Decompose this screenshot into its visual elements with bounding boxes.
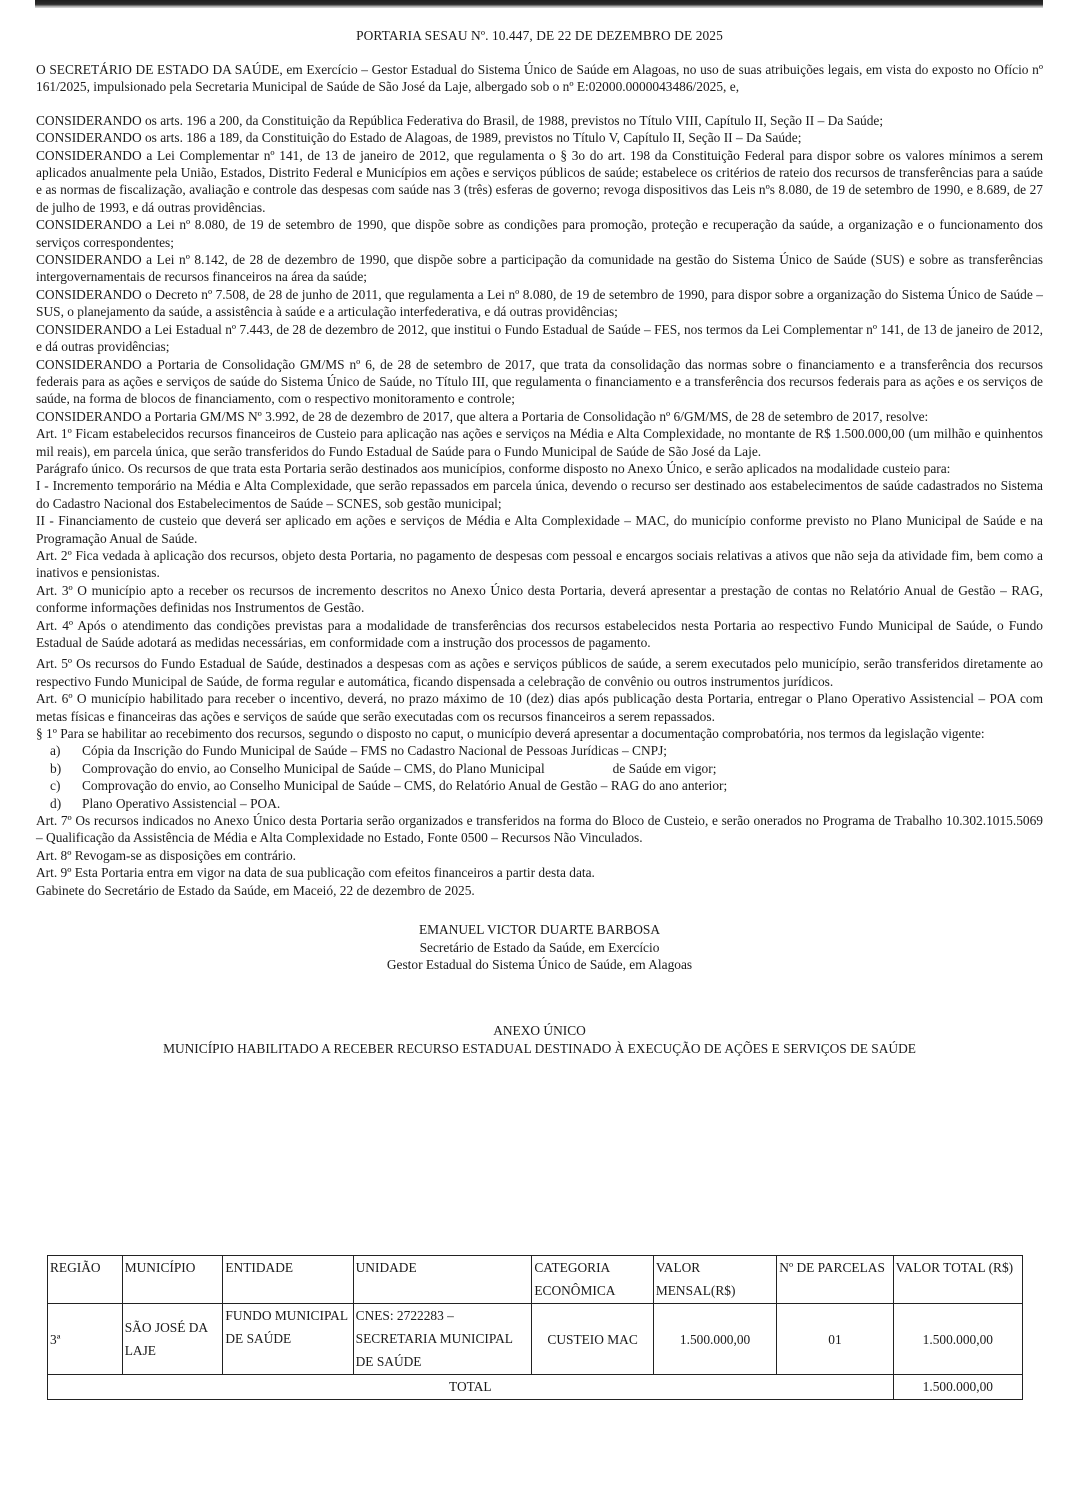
list-item-a	[36, 742, 1043, 759]
list-text: Comprovação do envio, ao Conselho Municipal de Saúde – CMS, do Relatório Anual de Gestão – RAG do ano anterior;	[82, 778, 728, 794]
article-7: Art. 7º Os recursos indicados no Anexo Único desta Portaria serão organizados e transferidos na forma do Bloco de Custeio, e serão onerados no Programa de Trabalho 10.302.1015.5069 – Qualificação da Assistência de Média e Alta Complexidade no Estado, Fonte 0500 – Recursos Não Vinculados.	[36, 813, 1043, 846]
list-marker: c)	[50, 778, 61, 794]
considerando-9: CONSIDERANDO a Portaria GM/MS Nº 3.992, de 28 de dezembro de 2017, que altera a Portaria de Consolidação nº 6/GM/MS, de 28 de setembro de 2017, resolve:	[36, 408, 929, 424]
cell-categoria: CUSTEIO MAC	[532, 1304, 654, 1375]
list-marker: a)	[50, 743, 61, 759]
list-marker: b)	[50, 760, 62, 776]
list-marker: d)	[50, 795, 62, 811]
inciso-i: I - Incremento temporário na Média e Alta Complexidade, que serão repassados em parcela única, devendo o recurso ser destinado aos estabelecimentos de saúde cadastrados no Sistema do Cadastro Nacional dos Estabelecimentos de Saúde – SCNES, sob gestão municipal;	[36, 478, 1043, 511]
article-4: Art. 4º Após o atendimento das condições previstas para a modalidade de transferências dos recursos estabelecidos nesta Portaria ao respectivo Fundo Municipal de Saúde, o Fundo Estadual de Saúde adotará as medidas necessárias, em conformidade com a instrução dos processos de pagamento.	[36, 617, 1043, 650]
table-row	[48, 1304, 1023, 1375]
list-text-part-1: Comprovação do envio, ao Conselho Municipal de Saúde – CMS, do Plano Municipal	[82, 760, 545, 776]
total-value: 1.500.000,00	[893, 1375, 1022, 1400]
cell-regiao: 3ª	[48, 1304, 123, 1375]
considerando-6: CONSIDERANDO o Decreto nº 7.508, de 28 de junho de 2011, que regulamenta a Lei nº 8.080, de 19 de setembro de 1990, para dispor sobre a organização do Sistema Único de Saúde – SUS, o planejamento da saúde, a assistência à saúde e a articulação interfederativa, e dá outras providências;	[36, 286, 1043, 320]
considerando-5: CONSIDERANDO a Lei nº 8.142, de 28 de dezembro de 1990, que dispõe sobre a participação da comunidade na gestão do Sistema Único de Saúde (SUS) e sobre as transferências intergovernamentais de recursos financeiros na área da saúde;	[36, 252, 1043, 285]
annex-title: ANEXO ÚNICO	[493, 1023, 586, 1039]
table-header-row	[48, 1256, 1023, 1304]
document-page	[36, 28, 1043, 1057]
signatory-role-2: Gestor Estadual do Sistema Único de Saúde, em Alagoas	[386, 956, 693, 972]
considerando-3: CONSIDERANDO a Lei Complementar nº 141, de 13 de janeiro de 2012, que regulamenta o § 3o do art. 198 da Constituição Federal para dispor sobre os valores mínimos a serem aplicados anualmente pela União, Estados, Distrito Federal e Municípios em ações e serviços públicos de saúde; estabelece os critérios de rateio dos recursos de transferências para a saúde e as normas de fiscalização, avaliação e controle das despesas com saúde nas 3 (três) esferas de governo; revoga dispositivos das Leis nºs 8.080, de 19 de setembro de 1990, e 8.689, de 27 de julho de 1993, e dá outras providências.	[36, 147, 1043, 215]
annex-heading	[36, 1022, 1043, 1057]
cell-unidade: CNES: 2722283 – SECRETARIA MUNICIPAL DE SAÚDE	[353, 1304, 532, 1375]
document-title: PORTARIA SESAU Nº. 10.447, DE 22 DE DEZEMBRO DE 2025	[356, 28, 723, 43]
cell-valor-mensal: 1.500.000,00	[653, 1304, 776, 1375]
signatory-name: EMANUEL VICTOR DUARTE BARBOSA	[418, 922, 661, 938]
signature-block	[36, 921, 1043, 973]
article-1: Art. 1º Ficam estabelecidos recursos financeiros de Custeio para aplicação nas ações e serviços na Média e Alta Complexidade, no montante de R$ 1.500.000,00 (um milhão e quinhentos mil reais), em parcela única, que serão transferidos do Fundo Estadual de Saúde para o Fundo Municipal de Saúde de São José da Laje.	[36, 426, 1043, 459]
document-top-border	[35, 0, 1043, 8]
header-municipio: MUNICÍPIO	[122, 1256, 223, 1304]
cell-municipio: SÃO JOSÉ DA LAJE	[122, 1304, 223, 1375]
article-3: Art. 3º O município apto a receber os recursos de incremento descritos no Anexo Único desta Portaria, deverá apresentar a prestação de contas no Relatório Anual de Gestão – RAG, conforme informações definidas nos Instrumentos de Gestão.	[36, 582, 1043, 616]
considerando-2: CONSIDERANDO os arts. 186 a 189, da Constituição do Estado de Alagoas, de 1989, previstos no Título V, Capítulo II, Seção II – Da Saúde;	[36, 130, 802, 146]
article-6-paragraph-1: § 1º Para se habilitar ao recebimento dos recursos, segundo o disposto no caput, o município deverá apresentar a documentação comprobatória, nos termos da legislação vigente:	[36, 726, 985, 742]
list-text	[82, 760, 1043, 777]
list-item-c	[36, 777, 1043, 794]
list-item-d	[36, 795, 1043, 812]
considerando-7: CONSIDERANDO a Lei Estadual nº 7.443, de 28 de dezembro de 2012, que institui o Fundo Estadual de Saúde – FES, nos termos da Lei Complementar nº 141, de 13 de janeiro de 2012, e dá outras providências;	[36, 321, 1043, 355]
list-text: Cópia da Inscrição do Fundo Municipal de Saúde – FMS no Cadastro Nacional de Pessoas Jurídicas – CNPJ;	[82, 743, 668, 759]
cell-entidade: FUNDO MUNICIPAL DE SAÚDE	[223, 1304, 353, 1375]
header-categoria: CATEGORIA ECONÔMICA	[532, 1256, 654, 1304]
closing-statement: Gabinete do Secretário de Estado da Saúde, em Maceió, 22 de dezembro de 2025.	[36, 882, 475, 898]
inciso-ii: II - Financiamento de custeio que deverá ser aplicado em ações e serviços de Média e Alta Complexidade – MAC, do município conforme previsto no Plano Municipal de Saúde e na Programação Anual de Saúde.	[36, 513, 1043, 546]
considerando-1: CONSIDERANDO os arts. 196 a 200, da Constituição da República Federativa do Brasil, de 1988, previstos no Título VIII, Capítulo II, Seção II – Da Saúde;	[36, 112, 884, 128]
header-unidade: UNIDADE	[353, 1256, 532, 1304]
considerando-4: CONSIDERANDO a Lei nº 8.080, de 19 de setembro de 1990, que dispõe sobre as condições para promoção, proteção e recuperação da saúde, a organização e o funcionamento dos serviços correspondentes;	[36, 217, 1043, 250]
cell-valor-total: 1.500.000,00	[893, 1304, 1022, 1375]
article-6: Art. 6º O município habilitado para receber o incentivo, deverá, no prazo máximo de 10 (dez) dias após publicação desta Portaria, entregar o Plano Operativo Assistencial – POA com metas físicas e financeiras das ações e serviços de saúde que serão executadas com os recursos financeiros a serem repassados.	[36, 691, 1043, 724]
header-regiao: REGIÃO	[48, 1256, 123, 1304]
list-item-b	[36, 760, 1043, 777]
article-5: Art. 5º Os recursos do Fundo Estadual de Saúde, destinados a despesas com as ações e serviços públicos de saúde, a serem executados pelo município, serão transferidos diretamente ao respectivo Fundo Municipal de Saúde, de forma regular e automática, ficando dispensada a celebração de convênio ou outros instrumentos jurídicos.	[36, 656, 1043, 689]
article-8: Art. 8º Revogam-se as disposições em contrário.	[36, 847, 296, 863]
header-entidade: ENTIDADE	[223, 1256, 353, 1304]
considerando-8: CONSIDERANDO a Portaria de Consolidação GM/MS nº 6, de 28 de setembro de 2017, que trata da consolidação das normas sobre o financiamento e a transferência dos recursos federais para as ações e serviços de saúde do Sistema Único de Saúde, no Título III, que regulamenta o financiamento e a transferência dos recursos federais para as ações e os serviços de saúde, na forma de blocos de financiamento, com o respectivo monitoramento e controle;	[36, 356, 1043, 407]
annex-subtitle: MUNICÍPIO HABILITADO A RECEBER RECURSO ESTADUAL DESTINADO À EXECUÇÃO DE AÇÕES E SERVIÇOS DE SAÚDE	[163, 1040, 916, 1056]
header-parcelas: Nº DE PARCELAS	[777, 1256, 893, 1304]
header-valor-mensal: VALOR MENSAL(R$)	[653, 1256, 776, 1304]
list-text: Plano Operativo Assistencial – POA.	[82, 795, 281, 811]
preamble: O SECRETÁRIO DE ESTADO DA SAÚDE, em Exercício – Gestor Estadual do Sistema Único de Saúde em Alagoas, no uso de suas atribuições legais, em vista do exposto no Ofício nº 161/2025, impulsionado pela Secretaria Municipal de Saúde de São José da Laje, albergado sob o nº E:02000.0000043486/2025, e,	[36, 62, 1043, 95]
header-valor-total: VALOR TOTAL (R$)	[893, 1256, 1022, 1304]
article-9: Art. 9º Esta Portaria entra em vigor na data de sua publicação com efeitos financeiros a partir desta data.	[36, 865, 595, 881]
signatory-role-1: Secretário de Estado da Saúde, em Exercício	[419, 939, 660, 955]
paragrafo-unico: Parágrafo único. Os recursos de que trata esta Portaria serão destinados aos municípios, conforme disposto no Anexo Único, e serão aplicados na modalidade custeio para:	[36, 460, 951, 476]
cell-parcelas: 01	[777, 1304, 893, 1375]
list-text-part-2: de Saúde em vigor;	[612, 760, 717, 776]
article-2: Art. 2º Fica vedada à aplicação dos recursos, objeto desta Portaria, no pagamento de despesas com pessoal e encargos sociais relativas a ativos que não seja da atividade fim, bem como a inativos e pensionistas.	[36, 547, 1043, 581]
table-total-row	[48, 1375, 1023, 1400]
total-label: TOTAL	[48, 1375, 894, 1400]
annex-table	[47, 1255, 1023, 1400]
